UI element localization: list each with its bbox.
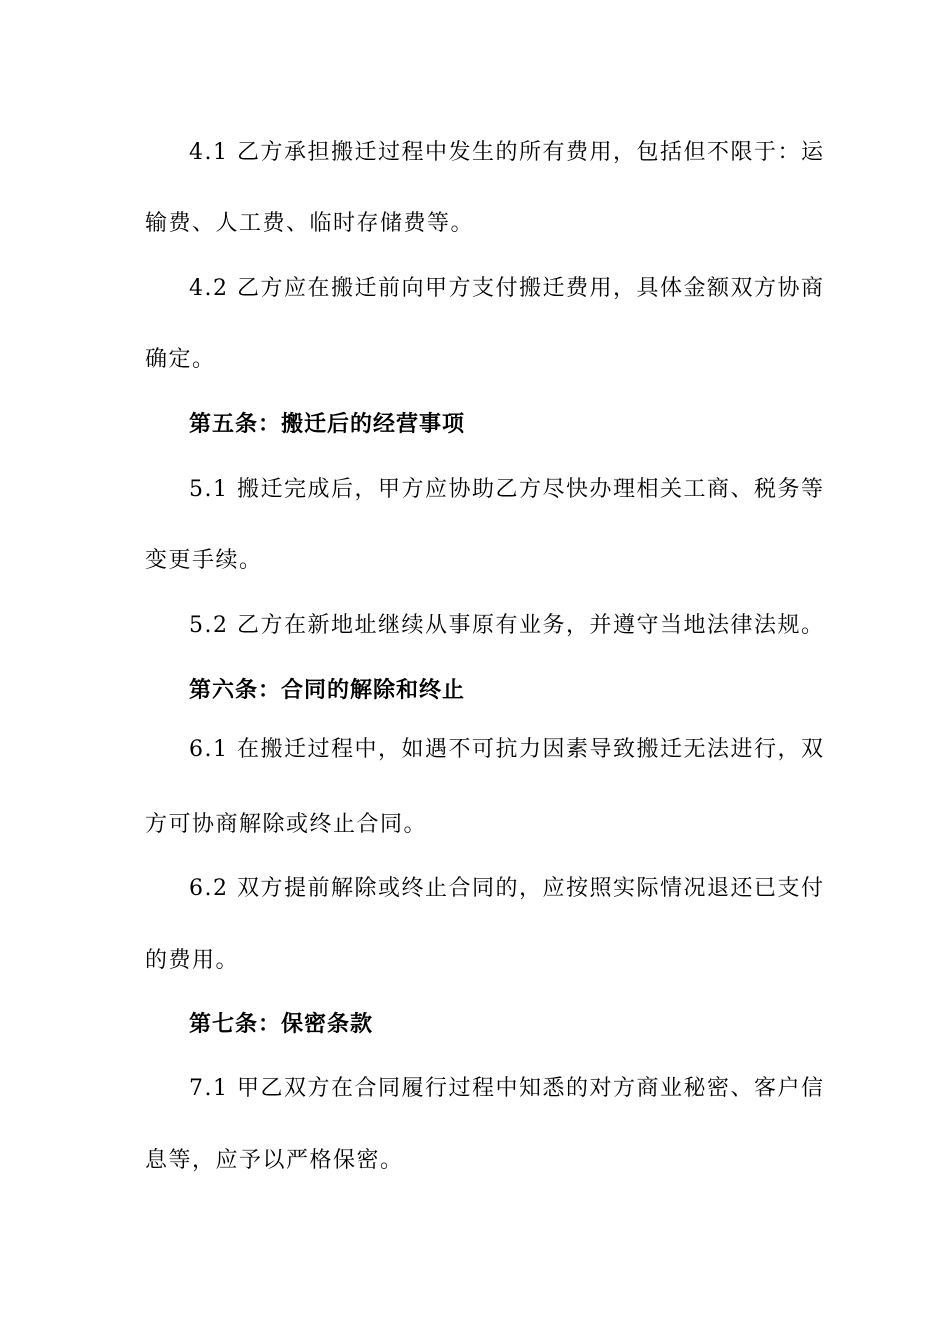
- clause-4-1-line-2: 输费、人工费、临时存储费等。: [145, 211, 475, 236]
- clause-5-1-line-1: 5.1 搬迁完成后，甲方应协助乙方尽快办理相关工商、税务等: [189, 477, 825, 502]
- clause-4-2-line-2: 确定。: [145, 347, 216, 372]
- clause-6-2-line-1: 6.2 双方提前解除或终止合同的，应按照实际情况退还已支付: [189, 876, 825, 901]
- clause-7-1-line-1: 7.1 甲乙双方在合同履行过程中知悉的对方商业秘密、客户信: [189, 1076, 825, 1101]
- article-6-heading: 第六条：合同的解除和终止: [189, 678, 466, 703]
- article-7-heading: 第七条：保密条款: [189, 1012, 374, 1037]
- clause-6-2-line-2: 的费用。: [145, 948, 240, 973]
- clause-6-1-line-2: 方可协商解除或终止合同。: [145, 812, 428, 837]
- clause-7-1-line-2: 息等，应予以严格保密。: [145, 1148, 404, 1173]
- clause-6-1-line-1: 6.1 在搬迁过程中，如遇不可抗力因素导致搬迁无法进行，双: [189, 737, 825, 762]
- article-5-heading: 第五条：搬迁后的经营事项: [189, 412, 466, 437]
- clause-5-1-line-2: 变更手续。: [145, 548, 263, 573]
- clause-4-2-line-1: 4.2 乙方应在搬迁前向甲方支付搬迁费用，具体金额双方协商: [189, 276, 825, 301]
- clause-4-1-line-1: 4.1 乙方承担搬迁过程中发生的所有费用，包括但不限于：运: [189, 140, 825, 165]
- clause-5-2-line-1: 5.2 乙方在新地址继续从事原有业务，并遵守当地法律法规。: [189, 613, 825, 638]
